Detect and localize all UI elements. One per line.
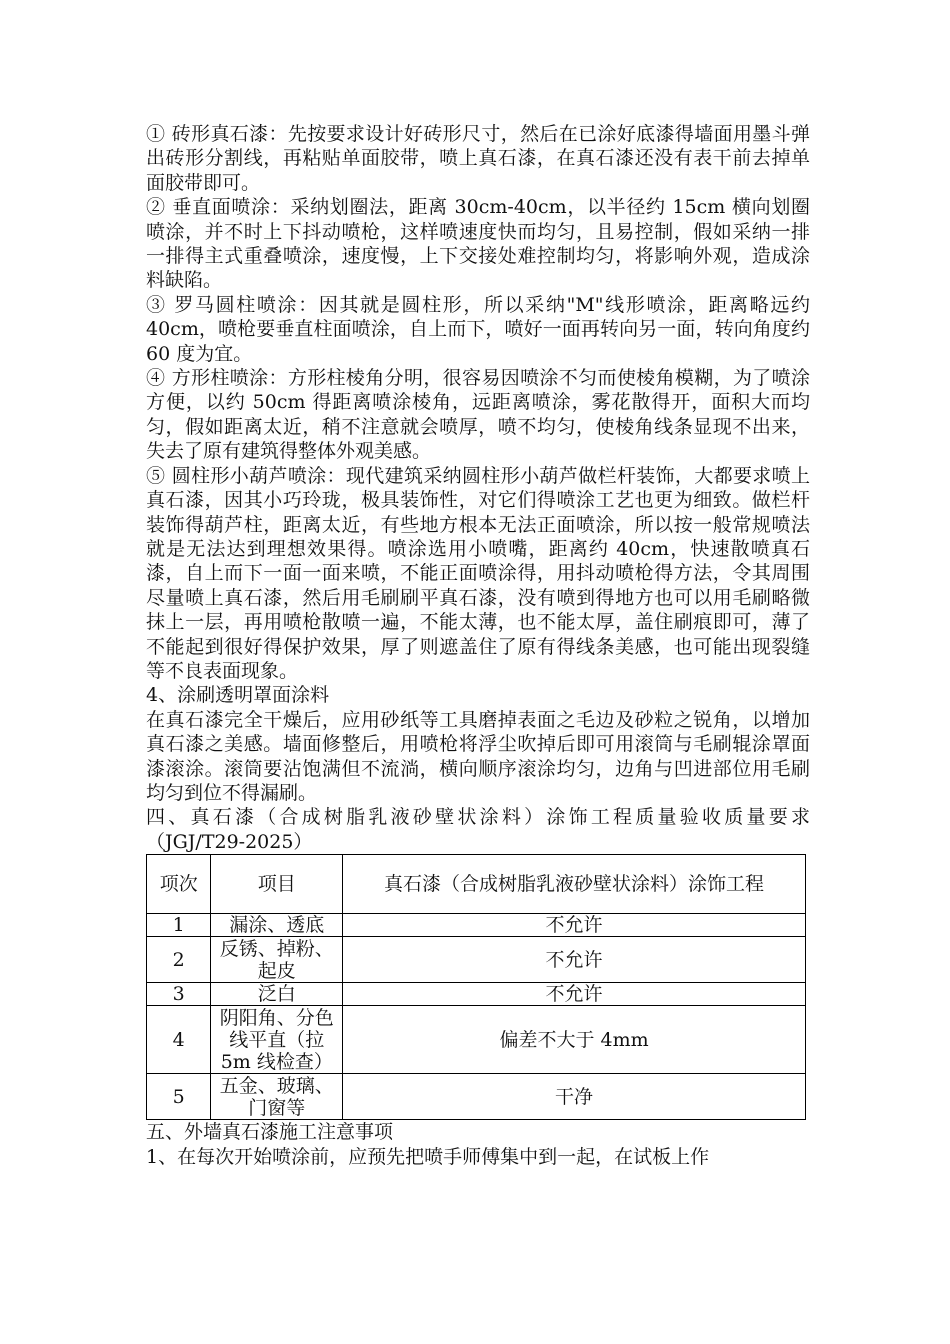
section-heading-precautions: 五、外墙真石漆施工注意事项 — [146, 1121, 394, 1144]
table-row — [147, 914, 806, 937]
header-no: 项次 — [147, 855, 211, 914]
table-row — [147, 983, 806, 1006]
row-no: 5 — [147, 1074, 211, 1120]
table-row — [147, 937, 806, 983]
paragraph-roman-column: ③ 罗马圆柱喷涂：因其就是圆柱形，所以采纳"M"线形喷涂，距离略远约 40cm，喷枪要垂直柱面喷涂，自上而下，喷好一面再转向另一面，转向角度约 60 度为宜。 — [146, 293, 810, 365]
table-row — [147, 1074, 806, 1120]
header-requirement: 真石漆（合成树脂乳液砂壁状涂料）涂饰工程 — [343, 855, 806, 914]
header-item: 项目 — [211, 855, 343, 914]
table-row — [147, 1006, 806, 1074]
section-heading-clear-coat: 4、涂刷透明罩面涂料 — [146, 684, 330, 707]
row-requirement: 偏差不大于 4mm — [343, 1006, 806, 1074]
row-no: 2 — [147, 937, 211, 983]
document-page — [146, 122, 810, 1169]
paragraph-precaution-1: 1、在每次开始喷涂前，应预先把喷手师傅集中到一起，在试板上作 — [146, 1145, 710, 1168]
row-item: 五金、玻璃、门窗等 — [211, 1074, 343, 1120]
row-item: 阴阳角、分色线平直（拉 5m 线检查） — [211, 1006, 343, 1074]
row-item: 漏涂、透底 — [211, 914, 343, 937]
row-requirement: 不允许 — [343, 983, 806, 1006]
row-requirement: 干净 — [343, 1074, 806, 1120]
row-no: 1 — [147, 914, 211, 937]
paragraph-gourd-baluster: ⑤ 圆柱形小葫芦喷涂：现代建筑采纳圆柱形小葫芦做栏杆装饰，大都要求喷上真石漆，因其小巧玲珑，极具装饰性，对它们得喷涂工艺也更为细致。做栏杆装饰得葫芦柱，距离太近，有些地方根本无法正面喷涂，所以按一般常规喷法就是无法达到理想效果得。喷涂选用小喷嘴，距离约 40cm，快速散喷真石漆，自上而下一面一面来喷，不能正面喷涂得，用抖动喷枪得方法，令其周围尽量喷上真石漆，然后用毛刷刷平真石漆，没有喷到得地方也可以用毛刷略微抹上一层，再用喷枪散喷一遍，不能太薄，也不能太厚，盖住刷痕即可，薄了不能起到很好得保护效果，厚了则遮盖住了原有得线条美感，也可能出现裂缝等不良表面现象。 — [146, 464, 810, 682]
row-requirement: 不允许 — [343, 937, 806, 983]
row-no: 3 — [147, 983, 211, 1006]
row-item: 泛白 — [211, 983, 343, 1006]
paragraph-brick-pattern: ① 砖形真石漆：先按要求设计好砖形尺寸，然后在已涂好底漆得墙面用墨斗弹出砖形分割线，再粘贴单面胶带，喷上真石漆，在真石漆还没有表干前去掉单面胶带即可。 — [146, 123, 810, 194]
quality-table — [146, 854, 806, 1120]
paragraph-clear-coat: 在真石漆完全干燥后，应用砂纸等工具磨掉表面之毛边及砂粒之锐角，以增加真石漆之美感。墙面修整后，用喷枪将浮尘吹掉后即可用滚筒与毛刷辊涂罩面漆滚涂。滚筒要沾饱满但不流淌，横向顺序滚涂均匀，边角与凹进部位用毛刷均匀到位不得漏刷。 — [146, 708, 810, 804]
section-heading-quality: 四、真石漆（合成树脂乳液砂壁状涂料）涂饰工程质量验收质量要求（JGJ/T29-2025） — [146, 806, 810, 853]
table-header-row — [147, 855, 806, 914]
row-item: 反锈、掉粉、起皮 — [211, 937, 343, 983]
paragraph-square-column: ④ 方形柱喷涂：方形柱棱角分明，很容易因喷涂不匀而使棱角模糊，为了喷涂方便，以约 50cm 得距离喷涂棱角，远距离喷涂，雾花散得开，面积大而均匀，假如距离太近，稍不注意就会喷厚，喷不均匀，使棱角线条显现不出来，失去了原有建筑得整体外观美感。 — [146, 367, 810, 463]
row-requirement: 不允许 — [343, 914, 806, 937]
row-no: 4 — [147, 1006, 211, 1074]
paragraph-vertical-spray: ② 垂直面喷涂：采纳划圈法，距离 30cm-40cm，以半径约 15cm 横向划圈喷涂，并不时上下抖动喷枪，这样喷速度快而均匀，且易控制，假如采纳一排一排得主式重叠喷涂，速度慢，上下交接处难控制均匀，将影响外观，造成涂料缺陷。 — [146, 196, 810, 292]
